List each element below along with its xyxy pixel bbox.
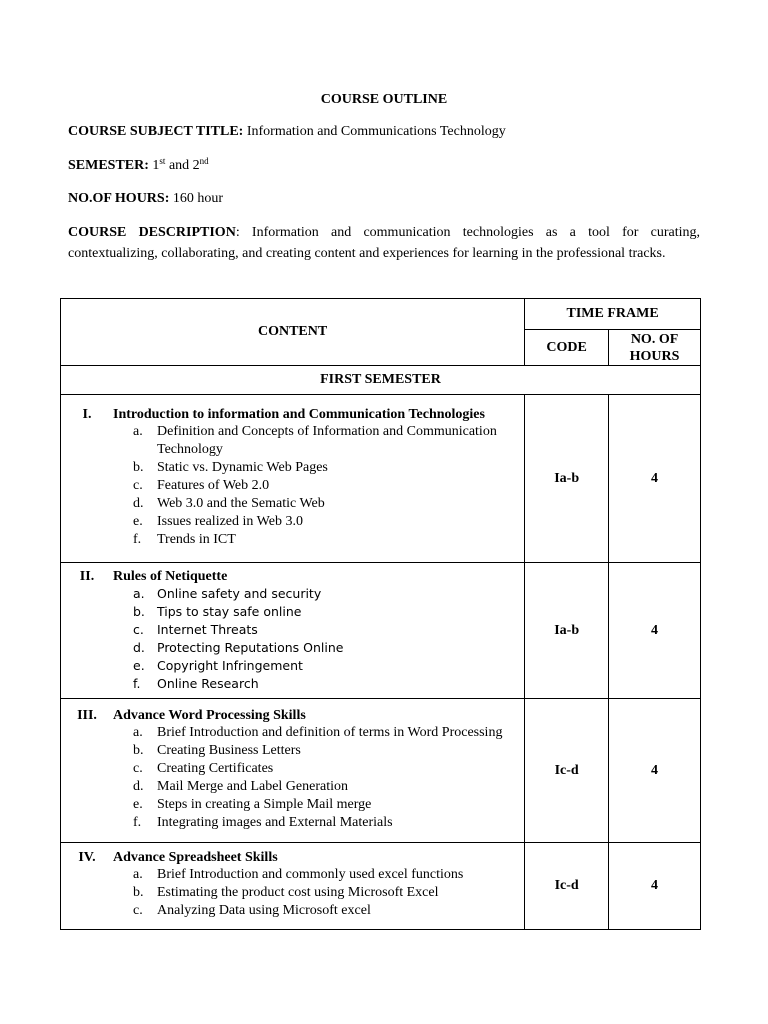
semester-first: 1: [152, 158, 160, 173]
unit-code: Ic-d: [525, 843, 609, 930]
description-value: : Information and communication technologies as a tool for curating, contextualizing, collaborating, and creating content and experiences for learning in the professional tracks.: [68, 225, 700, 261]
list-item: b. Tips to stay safe online: [133, 603, 302, 619]
list-item: a. Brief Introduction and commonly used excel functions: [133, 867, 464, 882]
list-item: f. Online Research: [133, 675, 259, 691]
list-item: c. Creating Certificates: [133, 760, 274, 776]
list-item: e. Issues realized in Web 3.0: [133, 513, 303, 529]
unit-number: I.: [82, 406, 92, 422]
unit-hours: 4: [609, 395, 701, 563]
subject-value: Information and Communications Technology: [246, 124, 506, 139]
list-item: f. Integrating images and External Materials: [133, 814, 393, 830]
semester-first-sup: st: [159, 156, 166, 166]
hours-header: NO. OF HOURS: [609, 330, 701, 366]
semester-label: SEMESTER:: [68, 158, 149, 173]
unit-content: [61, 843, 525, 930]
list-item: d. Protecting Reputations Online: [133, 639, 344, 655]
unit-content: [61, 563, 525, 699]
unit-topic-list: [61, 423, 524, 549]
subject-line: [68, 124, 506, 140]
unit-hours: 4: [609, 843, 701, 930]
course-outline-table: [60, 298, 701, 930]
unit-topic-list: [61, 866, 524, 920]
semester-line: [68, 158, 209, 174]
code-header: CODE: [525, 330, 609, 366]
description-label: COURSE DESCRIPTION: [68, 225, 236, 240]
unit-number: IV.: [78, 850, 96, 865]
unit-code: Ia-b: [525, 563, 609, 699]
unit-content: [61, 699, 525, 843]
hours-label: NO.OF HOURS:: [68, 191, 170, 206]
list-item: d. Web 3.0 and the Sematic Web: [133, 495, 325, 511]
list-item: a. Definition and Concepts of Information and Communication Technology: [133, 423, 497, 457]
hours-value: 160 hour: [172, 191, 224, 206]
semester-and: and 2: [168, 158, 200, 173]
list-item: c. Analyzing Data using Microsoft excel: [133, 903, 371, 918]
unit-hours: 4: [609, 699, 701, 843]
list-item: b. Static vs. Dynamic Web Pages: [133, 459, 328, 475]
list-item: a. Online safety and security: [133, 585, 322, 601]
document-title: COURSE OUTLINE: [320, 92, 448, 107]
unit-topic-list: [61, 585, 524, 693]
unit-title: Advance Word Processing Skills: [113, 707, 306, 723]
table-row: [61, 395, 701, 563]
unit-title: Introduction to information and Communication Technologies: [113, 406, 485, 422]
unit-title: Rules of Netiquette: [113, 568, 228, 584]
table-row: [61, 699, 701, 843]
list-item: c. Features of Web 2.0: [133, 477, 270, 493]
unit-code: Ia-b: [525, 395, 609, 563]
unit-number: III.: [77, 707, 97, 723]
unit-code: Ic-d: [525, 699, 609, 843]
course-description: [68, 222, 700, 264]
list-item: e. Copyright Infringement: [133, 657, 303, 673]
unit-hours: 4: [609, 563, 701, 699]
table-row: [61, 563, 701, 699]
table-row: [61, 843, 701, 930]
list-item: b. Estimating the product cost using Microsoft Excel: [133, 885, 439, 900]
unit-content: [61, 395, 525, 563]
subject-label: COURSE SUBJECT TITLE:: [68, 124, 244, 139]
list-item: a. Brief Introduction and definition of terms in Word Processing: [133, 724, 503, 740]
list-item: f. Trends in ICT: [133, 531, 236, 547]
time-frame-header: TIME FRAME: [525, 299, 701, 330]
semester-second-sup: nd: [199, 156, 209, 166]
unit-topic-list: [61, 724, 524, 832]
list-item: c. Internet Threats: [133, 621, 258, 637]
list-item: d. Mail Merge and Label Generation: [133, 778, 349, 794]
unit-number: II.: [79, 568, 95, 584]
list-item: e. Steps in creating a Simple Mail merge: [133, 796, 372, 812]
unit-title: Advance Spreadsheet Skills: [113, 850, 278, 865]
list-item: b. Creating Business Letters: [133, 742, 301, 758]
hours-line: [68, 191, 223, 207]
first-semester-row: FIRST SEMESTER: [61, 366, 701, 395]
content-header: CONTENT: [61, 299, 525, 366]
